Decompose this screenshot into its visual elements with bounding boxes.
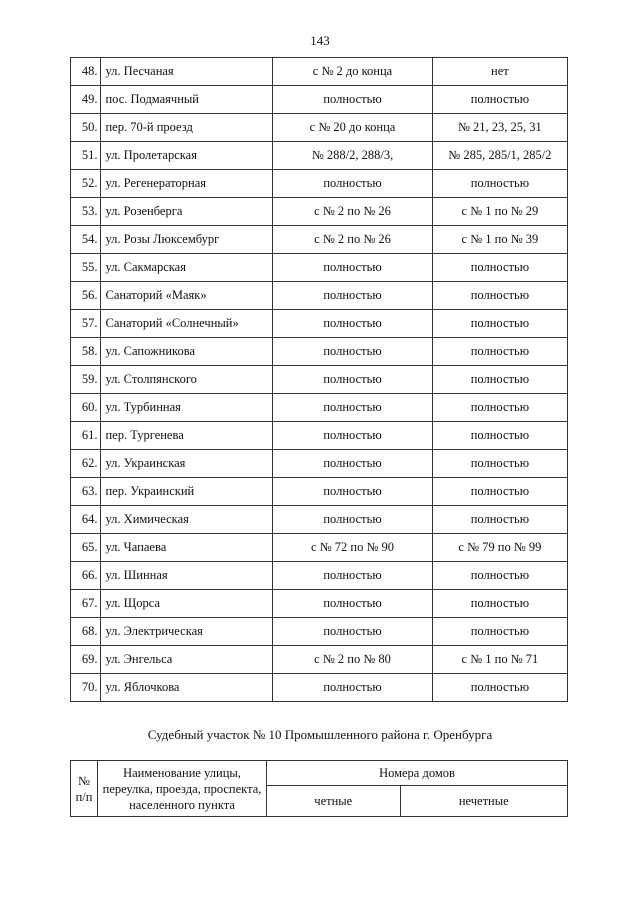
street-name: ул. Щорса [101,590,273,618]
odd-numbers: с № 1 по № 39 [432,226,567,254]
odd-numbers: полностью [432,590,567,618]
street-name: ул. Столпянского [101,366,273,394]
table-row [71,506,568,534]
even-numbers: полностью [273,338,433,366]
even-numbers: полностью [273,394,433,422]
table-row [71,562,568,590]
odd-numbers: с № 79 по № 99 [432,534,567,562]
row-number: 64. [71,506,101,534]
table-row [71,142,568,170]
table-row [71,646,568,674]
header-even: четные [267,786,401,817]
table-row [71,534,568,562]
odd-numbers: полностью [432,618,567,646]
even-numbers: № 288/2, 288/3, [273,142,433,170]
street-name: ул. Песчаная [101,58,273,86]
row-number: 50. [71,114,101,142]
even-numbers: полностью [273,674,433,702]
header-street-name: Наименование улицы, переулка, проезда, проспекта, населенного пункта [98,761,267,817]
even-numbers: полностью [273,478,433,506]
row-number: 63. [71,478,101,506]
street-name: пер. 70-й проезд [101,114,273,142]
row-number: 51. [71,142,101,170]
street-name: ул. Турбинная [101,394,273,422]
even-numbers: полностью [273,310,433,338]
street-name: ул. Электрическая [101,618,273,646]
streets-table-body [71,58,568,702]
even-numbers: с № 2 до конца [273,58,433,86]
street-name: пер. Украинский [101,478,273,506]
odd-numbers: полностью [432,170,567,198]
odd-numbers: № 21, 23, 25, 31 [432,114,567,142]
row-number: 49. [71,86,101,114]
table-row [71,254,568,282]
table-row [71,366,568,394]
odd-numbers: с № 1 по № 71 [432,646,567,674]
table-row [71,282,568,310]
row-number: 69. [71,646,101,674]
street-name: ул. Сапожникова [101,338,273,366]
even-numbers: полностью [273,562,433,590]
odd-numbers: полностью [432,310,567,338]
table-row [71,338,568,366]
row-number: 62. [71,450,101,478]
odd-numbers: полностью [432,562,567,590]
row-number: 67. [71,590,101,618]
street-name: пер. Тургенева [101,422,273,450]
row-number: 48. [71,58,101,86]
even-numbers: полностью [273,170,433,198]
odd-numbers: полностью [432,394,567,422]
odd-numbers: полностью [432,338,567,366]
table-row [71,226,568,254]
table-row [71,310,568,338]
row-number: 57. [71,310,101,338]
odd-numbers: полностью [432,366,567,394]
odd-numbers: полностью [432,674,567,702]
even-numbers: с № 2 по № 26 [273,198,433,226]
row-number: 68. [71,618,101,646]
table-row [71,394,568,422]
street-name: Санаторий «Маяк» [101,282,273,310]
street-name: Санаторий «Солнечный» [101,310,273,338]
odd-numbers: полностью [432,254,567,282]
even-numbers: с № 72 по № 90 [273,534,433,562]
row-number: 61. [71,422,101,450]
row-number: 66. [71,562,101,590]
even-numbers: полностью [273,618,433,646]
row-number: 53. [71,198,101,226]
header-num: № п/п [71,761,98,817]
even-numbers: полностью [273,450,433,478]
even-numbers: полностью [273,282,433,310]
row-number: 55. [71,254,101,282]
even-numbers: полностью [273,86,433,114]
even-numbers: полностью [273,506,433,534]
table-row [71,674,568,702]
table-row [71,58,568,86]
row-number: 70. [71,674,101,702]
even-numbers: с № 2 по № 80 [273,646,433,674]
street-name: ул. Регенераторная [101,170,273,198]
table-row [71,618,568,646]
table-row [71,170,568,198]
next-table-header [70,760,568,817]
table-row [71,114,568,142]
table-row [71,478,568,506]
odd-numbers: № 285, 285/1, 285/2 [432,142,567,170]
odd-numbers: полностью [432,86,567,114]
street-name: ул. Шинная [101,562,273,590]
header-house-numbers: Номера домов [267,761,568,786]
row-number: 59. [71,366,101,394]
street-name: ул. Энгельса [101,646,273,674]
even-numbers: полностью [273,422,433,450]
street-name: пос. Подмаячный [101,86,273,114]
even-numbers: полностью [273,590,433,618]
street-name: ул. Чапаева [101,534,273,562]
row-number: 65. [71,534,101,562]
row-number: 56. [71,282,101,310]
street-name: ул. Химическая [101,506,273,534]
table-row [71,198,568,226]
row-number: 58. [71,338,101,366]
section-title: Судебный участок № 10 Промышленного района г. Оренбурга [147,727,493,742]
odd-numbers: полностью [432,450,567,478]
header-odd: нечетные [400,786,567,817]
table-row [71,590,568,618]
street-name: ул. Пролетарская [101,142,273,170]
even-numbers: полностью [273,366,433,394]
even-numbers: полностью [273,254,433,282]
table-row [71,450,568,478]
even-numbers: с № 2 по № 26 [273,226,433,254]
odd-numbers: полностью [432,506,567,534]
street-name: ул. Яблочкова [101,674,273,702]
odd-numbers: полностью [432,282,567,310]
row-number: 60. [71,394,101,422]
table-row [71,422,568,450]
row-number: 54. [71,226,101,254]
even-numbers: с № 20 до конца [273,114,433,142]
streets-table [70,57,568,702]
street-name: ул. Розы Люксембург [101,226,273,254]
table-row [71,86,568,114]
odd-numbers: полностью [432,478,567,506]
odd-numbers: с № 1 по № 29 [432,198,567,226]
street-name: ул. Сакмарская [101,254,273,282]
street-name: ул. Розенберга [101,198,273,226]
row-number: 52. [71,170,101,198]
odd-numbers: полностью [432,422,567,450]
page-number: 143 [310,33,330,48]
odd-numbers: нет [432,58,567,86]
street-name: ул. Украинская [101,450,273,478]
header-row [71,761,568,786]
